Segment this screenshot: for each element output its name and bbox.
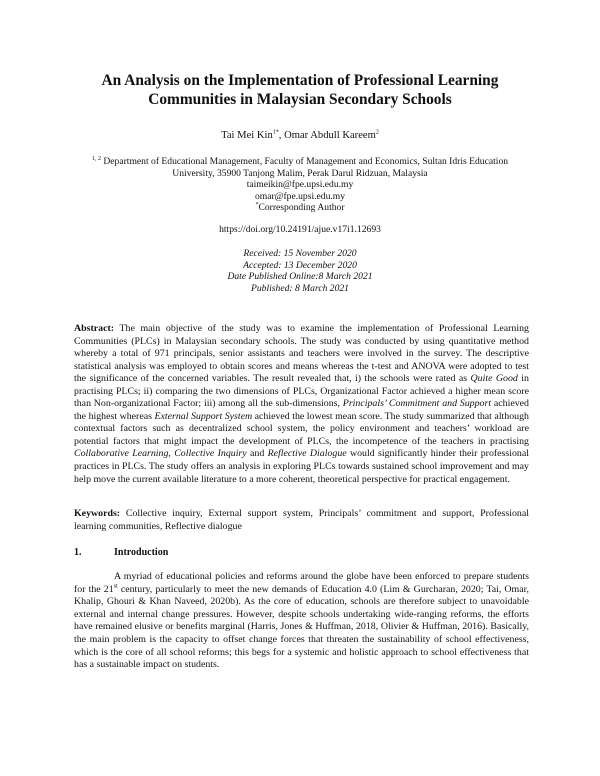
abstract-text: achieved the highest whereas (74, 398, 529, 422)
keywords-label: Keywords: (74, 508, 121, 519)
section-title: Introduction (114, 547, 169, 558)
abstract-text: The main objective of the study was to examine the implementation of Professional Learning Communities (PLCs) in Malaysian secondary schools. The study was conducted by using quantitative method whereby a total of 971 principals, senior assistants and teachers were involved in the survey. The descriptive statistical analysis was employed to obtain scores and means whereas the t-test and ANOVA were adopted to test the significance of the concerned variables. The result revealed that, i) the schools were rated as (74, 323, 529, 385)
corresponding-marker: * (255, 202, 259, 209)
affiliation-line (80, 156, 520, 168)
abstract-emphasis: External Support System (154, 410, 253, 422)
keywords-paragraph (74, 508, 529, 533)
author-name: Tai Mei Kin (221, 130, 273, 141)
section-number: 1. (74, 547, 82, 558)
abstract-label: Abstract: (74, 323, 115, 334)
author-list (0, 130, 600, 141)
abstract-text: achieved the lowest mean score. The study summarized that although contextual factors such as decentralized school system, the policy environment and teachers’ workload are potential factors that might impact the development of PLCs, the incompetence of the teachers in practising (74, 410, 529, 447)
abstract-emphasis: Reflective Dialogue (267, 448, 347, 460)
abstract-text: in practising PLCs; ii) comparing the two dimensions of PLCs, Organizational Factor achieved a higher mean score than Non-organizational Factor; iii) among all the sub-dimensions, (74, 373, 529, 410)
section-heading (74, 547, 168, 558)
abstract-text: and (246, 448, 268, 460)
affiliation-text: Department of Educational Management, Faculty of Management and Economics, Sultan Idris Education (100, 156, 509, 167)
title-line-2: Communities in Malaysian Secondary Schools (148, 91, 452, 108)
email-address: omar@fpe.upsi.edu.my (254, 190, 346, 202)
keywords-text: Collective inquiry, External support system, Principals’ commitment and support, Professional learning communities, Reflective dialogue (74, 508, 529, 532)
ordinal-suffix: st (113, 583, 118, 590)
intro-text: century, particularly to meet the new demands of Education 4.0 (Lim & Gurcharan, 2020; Tai, Omar, Khalip, Ghouri & Khan Naveed, 2020b). As the core of education, schools are therefore subject to unavoidable external and internal change pressures. However, despite schools undertaking wide-ranging reforms, the efforts have remained elusive or benefits marginal (Harris, Jones & Huffman, 2018, Olivier & Huffman, 2016). Basically, the main problem is the capacity to offset change forces that threaten the sustainability of school effectiveness, which is the core of all school reforms; this begs for a systemic and holistic approach to school effectiveness that has a sustainable impact on students. (74, 583, 529, 671)
paper-title (60, 71, 540, 109)
date-published: Published: 8 March 2021 (251, 282, 349, 294)
corresponding-author-note (80, 202, 520, 214)
abstract-emphasis: Collaborative Learning, Collective Inquiry (74, 448, 247, 460)
email-address: taimeikin@fpe.upsi.edu.my (246, 179, 354, 191)
date-received: Received: 15 November 2020 (243, 248, 357, 259)
intro-text: A myriad of educational policies and reforms around the globe have been enforced to prepare students for the 21 (74, 571, 529, 595)
abstract-text: would significantly hinder their professional practices in PLCs. The study offers an analysis in exploring PLCs towards sustained school improvement and may help move the current available literature to a more coherent, theoretical perspective for practical engagement. (74, 448, 529, 485)
author-marker: 1* (272, 129, 279, 136)
author-name: , Omar Abdull Kareem (278, 130, 376, 141)
affiliation-marker: 1, 2 (91, 155, 101, 162)
date-published-online: Date Published Online:8 March 2021 (227, 271, 373, 283)
abstract-emphasis: Quite Good (470, 373, 518, 385)
abstract-emphasis: Principals’ Commitment and Support (342, 398, 492, 410)
title-line-1: An Analysis on the Implementation of Professional Learning (101, 72, 499, 89)
publication-dates (0, 248, 600, 294)
doi-link[interactable]: https://doi.org/10.24191/ajue.v17i1.12693 (219, 224, 381, 235)
affiliation-block (80, 156, 520, 214)
abstract-paragraph (74, 323, 529, 486)
intro-paragraph (74, 571, 529, 672)
date-accepted: Accepted: 13 December 2020 (243, 259, 357, 271)
author-marker: 2 (375, 129, 379, 136)
corresponding-text: Corresponding Author (258, 202, 345, 214)
affiliation-line: University, 35900 Tanjong Malim, Perak Darul Ridzuan, Malaysia (172, 167, 428, 179)
